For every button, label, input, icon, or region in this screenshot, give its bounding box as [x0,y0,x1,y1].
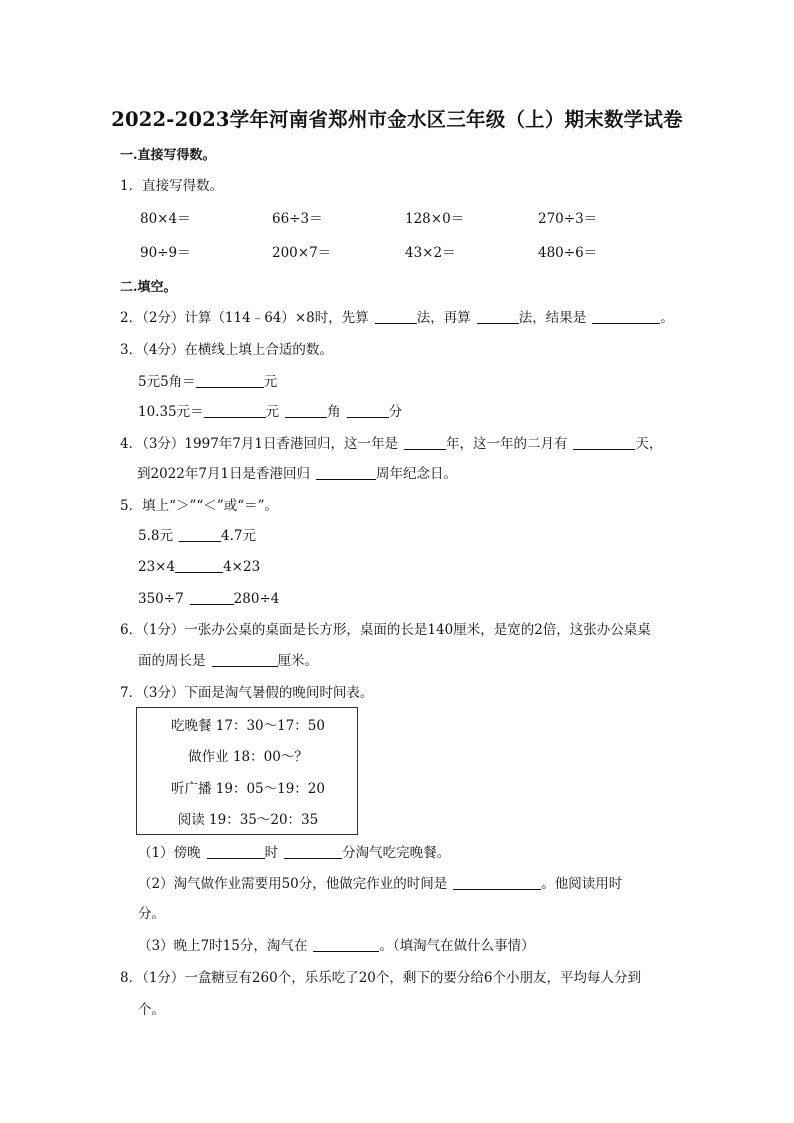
question-8-line-2: 个。 [138,1002,165,1018]
calc-item: 80×4＝ [140,211,191,227]
answer-blank[interactable] [190,590,234,605]
answer-blank[interactable] [204,403,266,418]
q4-text-4: 到2022年7月1日是香港回归 [137,466,311,482]
q3-unit: 角 [327,404,341,420]
q7-text: （3）晚上7时15分，淘气在 [138,938,308,954]
question-4-line-2 [137,465,457,483]
answer-blank[interactable] [196,373,264,388]
q3-unit: 元 [263,374,278,390]
compare-right: 280÷4 [233,591,280,607]
question-5-row-2 [138,558,260,576]
section-heading-one: 一.直接写得数。 [120,148,216,163]
answer-blank[interactable] [316,465,376,480]
answer-blank[interactable] [347,403,389,418]
q6-unit: 厘米。 [277,653,318,669]
schedule-table [136,707,358,835]
answer-blank[interactable] [573,435,635,450]
answer-blank[interactable] [375,309,417,324]
question-7-sub-2 [138,875,622,893]
question-7-sub-1 [138,844,450,862]
q7-text: 。（填淘气在做什么事情） [379,938,535,954]
schedule-row: 做作业 18：00～？ [188,749,308,765]
question-1-label: 1．直接写得数。 [120,178,224,194]
q3-unit: 元 [265,404,280,420]
question-6-line-2 [138,652,318,670]
q2-text-2: 法，再算 [416,310,471,326]
answer-blank[interactable] [179,527,221,542]
answer-blank[interactable] [453,875,541,890]
q2-text-4: 。 [660,310,674,326]
schedule-row: 吃晚餐 17：30～17：50 [170,718,325,734]
compare-left: 5.8元 [138,528,173,544]
question-5-row-3 [138,590,279,608]
calc-item: 66÷3＝ [272,211,323,227]
question-3-line-2 [138,403,402,421]
q3-unit: 分 [388,404,403,420]
answer-blank[interactable] [175,558,223,573]
q3-text: 10.35元＝ [138,404,204,420]
answer-blank[interactable] [207,844,265,859]
compare-left: 23×4 [138,559,176,575]
calc-item: 270÷3＝ [538,211,598,227]
q4-text-1: 4．（3分）1997年7月1日香港回归，这一年是 [120,436,398,452]
question-2 [120,309,674,327]
answer-blank[interactable] [212,652,278,667]
question-7-label: 7．（3分）下面是淘气暑假的晚间时间表。 [120,685,374,701]
answer-blank[interactable] [284,844,342,859]
q6-text: 面的周长是 [138,653,206,669]
question-3-line-1 [138,373,277,391]
question-5-label: 5．填上“＞”“＜”或“＝”。 [120,498,278,514]
calc-item: 128×0＝ [405,211,465,227]
calc-item: 480÷6＝ [538,245,598,261]
compare-left: 350÷7 [138,591,184,607]
question-7-sub-2-cont: 分。 [138,906,165,922]
q4-text-3: 天， [635,436,663,452]
q3-text: 5元5角＝ [138,374,196,390]
q7-text: （1）傍晚 [138,845,201,861]
compare-right: 4.7元 [220,528,256,544]
q2-text-1: 2．（2分）计算（114﹣64）×8时，先算 [120,310,369,326]
q7-text: （2）淘气做作业需要用50分，他做完作业的时间是 [138,876,448,892]
answer-blank[interactable] [592,309,660,324]
calc-item: 90÷9＝ [140,245,191,261]
answer-blank[interactable] [477,309,519,324]
answer-blank[interactable] [404,435,446,450]
calc-item: 200×7＝ [272,245,332,261]
answer-blank[interactable] [285,403,327,418]
question-4-line-1 [120,435,662,453]
q7-text: 时 [264,845,279,861]
compare-right: 4×23 [223,559,261,575]
question-5-row-1 [138,527,256,545]
answer-blank[interactable] [313,937,379,952]
question-7-sub-3 [138,937,535,955]
question-6-line-1: 6．（1分）一张办公桌的桌面是长方形，桌面的长是140厘米，是宽的2倍，这张办公桌桌 [120,622,651,638]
q7-text: 。他阅读用时 [541,876,623,892]
schedule-row: 阅读 19：35～20：35 [177,812,319,828]
question-3-label: 3．（4分）在横线上填上合适的数。 [120,342,333,358]
q7-text: 分淘气吃完晚餐。 [342,845,451,861]
calc-item: 43×2＝ [405,245,456,261]
question-8-line-1: 8．（1分）一盒糖豆有260个，乐乐吃了20个，剩下的要分给6个小朋友，平均每人分到 [120,970,641,986]
q4-text-5: 周年纪念日。 [376,466,458,482]
page-title: 2022-2023学年河南省郑州市金水区三年级（上）期末数学试卷 [111,108,683,131]
q2-text-3: 法，结果是 [518,310,587,326]
section-heading-two: 二.填空。 [120,280,177,295]
schedule-row: 听广播 19：05～19：20 [170,781,325,797]
q4-text-2: 年，这一年的二月有 [445,436,568,452]
